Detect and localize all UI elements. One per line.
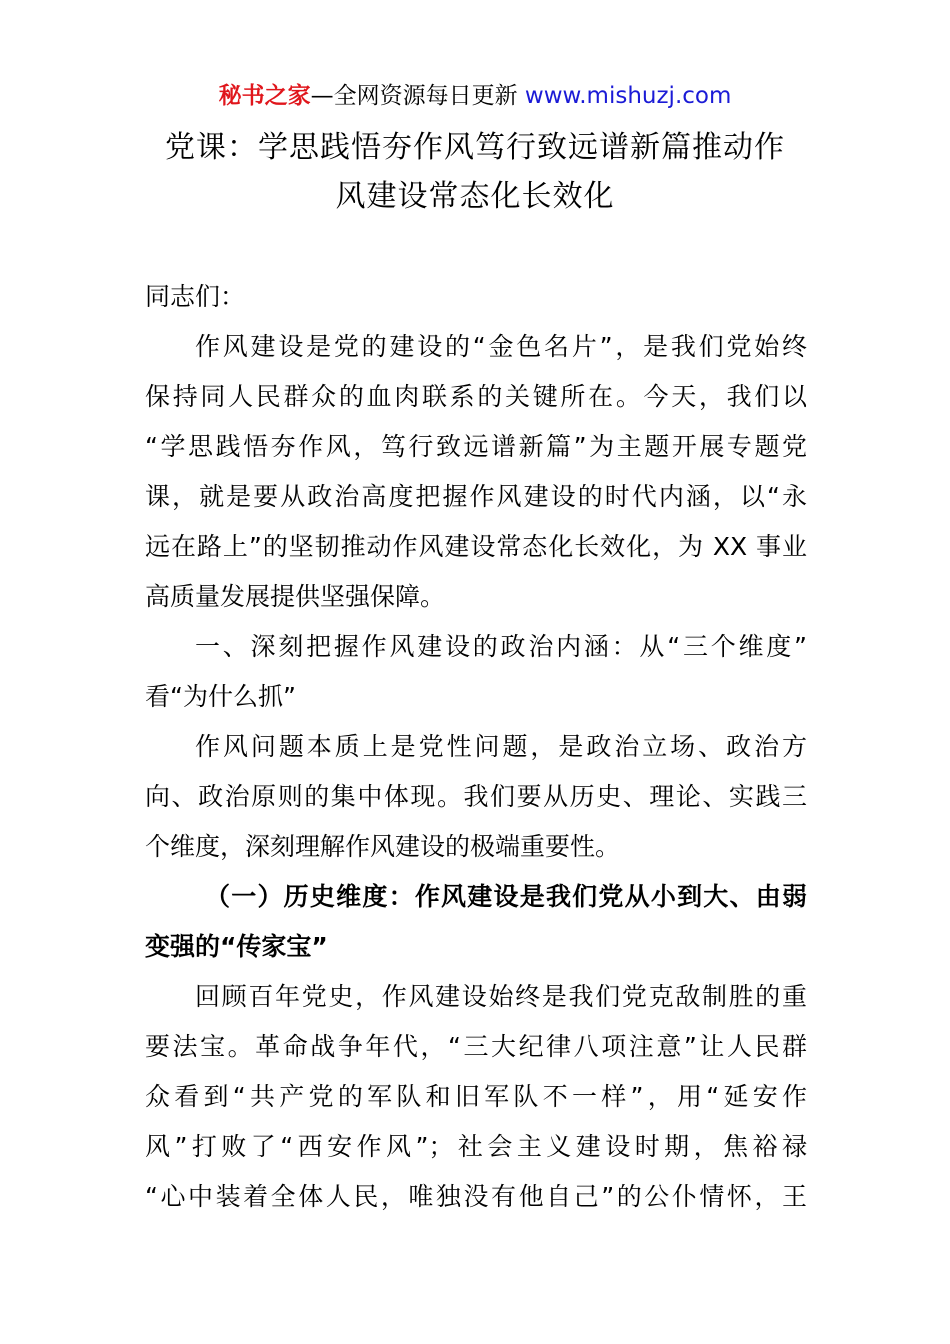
paragraph-3-line: 回顾百年党史，作风建设始终是我们党克敌制胜的重 <box>195 982 807 1011</box>
subsection-heading-1: （一）历史维度：作风建设是我们党从小到大、由弱 <box>205 882 807 911</box>
paragraph-1-line: 远在路上”的坚韧推动作风建设常态化长效化，为 XX 事业 <box>145 532 807 561</box>
banner-tagline: —全网资源每日更新 <box>310 83 525 109</box>
paragraph-1-line: “学思践悟夯作风，笃行致远谱新篇”为主题开展专题党 <box>145 432 807 461</box>
paragraph-3-line: “心中装着全体人民，唯独没有他自己”的公仆情怀，王 <box>145 1182 807 1211</box>
subsection-heading-1-cont: 变强的“传家宝” <box>145 932 328 961</box>
paragraph-2-line: 个维度，深刻理解作风建设的极端重要性。 <box>145 832 621 861</box>
paragraph-3-line: 要法宝。革命战争年代，“三大纪律八项注意”让人民群 <box>145 1032 807 1061</box>
section-heading-1-cont: 看“为什么抓” <box>145 682 296 711</box>
brand-name: 秘书之家 <box>218 83 311 109</box>
site-url-link[interactable]: www.mishuzj.com <box>524 83 732 109</box>
site-banner <box>0 80 950 112</box>
paragraph-3-line: 风”打败了“西安作风”；社会主义建设时期，焦裕禄 <box>145 1132 807 1161</box>
paragraph-1-line: 课，就是要从政治高度把握作风建设的时代内涵，以“永 <box>145 482 807 511</box>
paragraph-1-line: 保持同人民群众的血肉联系的关键所在。今天，我们以 <box>145 382 807 411</box>
paragraph-1-line: 高质量发展提供坚强保障。 <box>145 582 446 611</box>
document-title-line-1: 党课：学思践悟夯作风笃行致远谱新篇推动作 <box>165 130 785 165</box>
section-heading-1: 一、深刻把握作风建设的政治内涵：从“三个维度” <box>195 632 807 661</box>
paragraph-2-line: 作风问题本质上是党性问题，是政治立场、政治方 <box>195 732 807 761</box>
salutation: 同志们： <box>145 282 246 311</box>
document-title-line-2: 风建设常态化长效化 <box>335 179 615 214</box>
paragraph-1-line: 作风建设是党的建设的“金色名片”，是我们党始终 <box>195 332 807 361</box>
paragraph-2-line: 向、政治原则的集中体现。我们要从历史、理论、实践三 <box>145 782 807 811</box>
paragraph-3-line: 众看到“共产党的军队和旧军队不一样”，用“延安作 <box>145 1082 807 1111</box>
